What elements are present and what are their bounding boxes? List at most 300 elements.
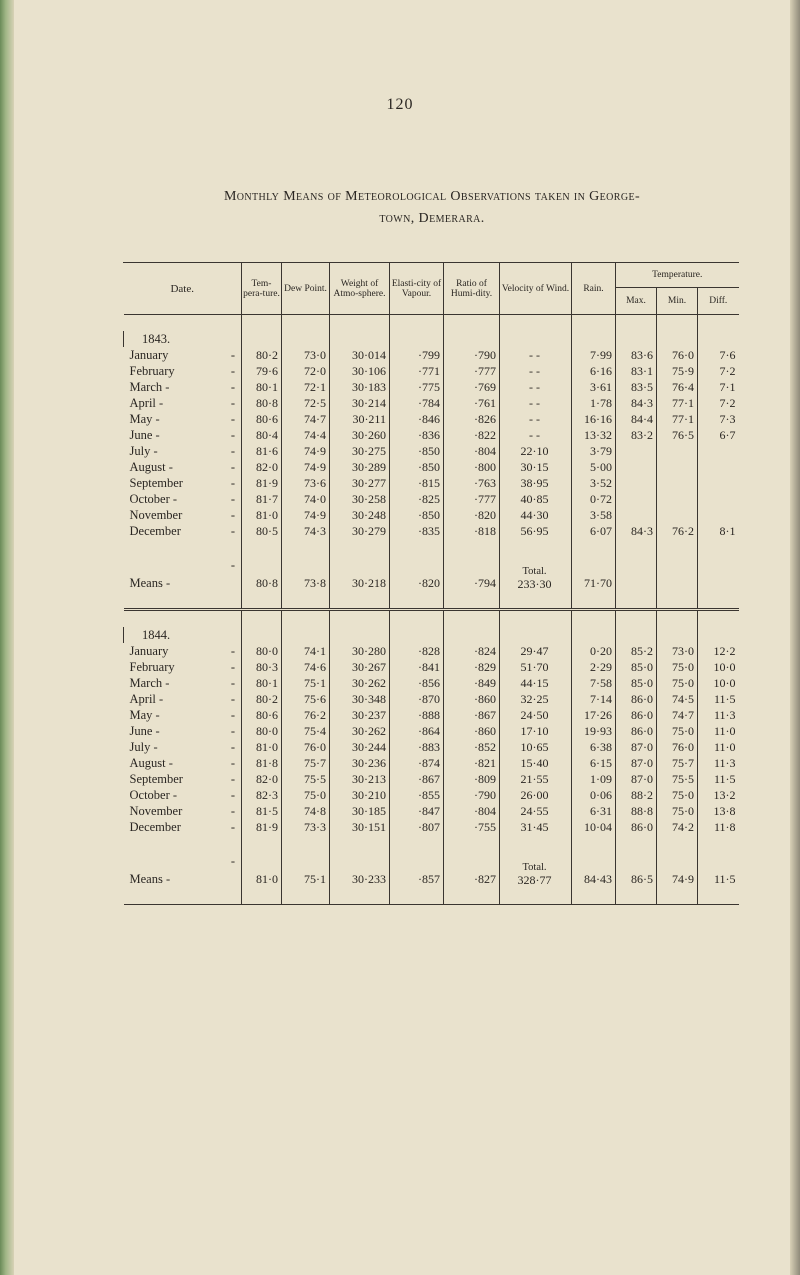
dew-cell: 74·9 xyxy=(282,443,330,459)
humid-cell: ·804 xyxy=(444,803,500,819)
month-cell xyxy=(124,491,242,507)
empty-cell xyxy=(124,610,242,628)
elast-cell: ·825 xyxy=(390,491,444,507)
empty-cell xyxy=(242,594,282,610)
elast-cell: ·815 xyxy=(390,475,444,491)
leader-dash: - xyxy=(230,476,235,490)
humid-cell: ·826 xyxy=(444,411,500,427)
means-row xyxy=(124,557,739,594)
header-dew-point: Dew Point. xyxy=(282,263,330,315)
empty-cell xyxy=(500,539,572,557)
velocity-cell: 32·25 xyxy=(500,691,572,707)
empty-cell xyxy=(282,890,330,905)
velocity-cell: 15·40 xyxy=(500,755,572,771)
leader-dash: - xyxy=(230,740,235,754)
month-label: July - xyxy=(129,740,158,754)
month-label: October - xyxy=(129,492,178,506)
dew-cell: 74·6 xyxy=(282,659,330,675)
means-weight-cell: 30·218 xyxy=(330,557,390,594)
max-cell: 87·0 xyxy=(616,771,657,787)
velocity-cell: 22·10 xyxy=(500,443,572,459)
table-row xyxy=(124,395,739,411)
spacer-row xyxy=(124,315,739,332)
weight-cell: 30·279 xyxy=(330,523,390,539)
empty-cell xyxy=(242,331,282,347)
min-cell xyxy=(657,491,698,507)
title-line-1: Monthly Means of Meteorological Observations taken in George- xyxy=(223,189,641,204)
title-line-2: town, Demerara. xyxy=(379,211,485,226)
means-diff-cell: 11·5 xyxy=(698,853,739,890)
temp-cell: 80·0 xyxy=(242,723,282,739)
diff-cell: 11·8 xyxy=(698,819,739,835)
empty-cell xyxy=(330,539,390,557)
dew-cell: 74·9 xyxy=(282,459,330,475)
leader-dash: - xyxy=(230,644,235,658)
month-cell xyxy=(124,379,242,395)
page-number: 120 xyxy=(386,96,414,113)
empty-cell xyxy=(390,610,444,628)
closing-row xyxy=(124,890,739,905)
month-cell xyxy=(124,507,242,523)
humid-cell: ·822 xyxy=(444,427,500,443)
weight-cell: 30·014 xyxy=(330,347,390,363)
leader-dash: - xyxy=(230,396,235,410)
weight-cell: 30·248 xyxy=(330,507,390,523)
month-cell xyxy=(124,739,242,755)
temp-cell: 80·6 xyxy=(242,707,282,723)
rain-cell: 6·07 xyxy=(572,523,616,539)
empty-cell xyxy=(500,610,572,628)
diff-cell: 7·2 xyxy=(698,363,739,379)
empty-cell xyxy=(330,610,390,628)
min-cell: 75·7 xyxy=(657,755,698,771)
elast-cell: ·856 xyxy=(390,675,444,691)
empty-cell xyxy=(124,890,242,905)
empty-cell xyxy=(657,835,698,853)
weight-cell: 30·267 xyxy=(330,659,390,675)
month-label: April - xyxy=(129,396,164,410)
max-cell xyxy=(616,491,657,507)
month-label: May - xyxy=(129,708,160,722)
temp-cell: 82·0 xyxy=(242,459,282,475)
rain-cell: 17·26 xyxy=(572,707,616,723)
rain-cell: 6·38 xyxy=(572,739,616,755)
leader-dash: - xyxy=(230,348,235,362)
rain-cell: 16·16 xyxy=(572,411,616,427)
table-row xyxy=(124,819,739,835)
weight-cell: 30·211 xyxy=(330,411,390,427)
empty-cell xyxy=(124,315,242,332)
empty-cell xyxy=(572,627,616,643)
diff-cell xyxy=(698,443,739,459)
header-elasticity: Elasti-city of Vapour. xyxy=(390,263,444,315)
diff-cell: 7·3 xyxy=(698,411,739,427)
empty-cell xyxy=(444,315,500,332)
empty-cell xyxy=(657,890,698,905)
humid-cell: ·763 xyxy=(444,475,500,491)
gap-row xyxy=(124,539,739,557)
humid-cell: ·790 xyxy=(444,347,500,363)
table-row xyxy=(124,803,739,819)
diff-cell: 12·2 xyxy=(698,643,739,659)
velocity-cell: 30·15 xyxy=(500,459,572,475)
separator-row xyxy=(124,594,739,610)
elast-cell: ·835 xyxy=(390,523,444,539)
velocity-cell: - - xyxy=(500,363,572,379)
empty-cell xyxy=(572,315,616,332)
empty-cell xyxy=(444,610,500,628)
leader-dash: - xyxy=(230,380,235,394)
humid-cell: ·829 xyxy=(444,659,500,675)
means-max-cell: 86·5 xyxy=(616,853,657,890)
month-label: September xyxy=(129,476,183,490)
table-row xyxy=(124,723,739,739)
month-cell xyxy=(124,691,242,707)
book-binding xyxy=(0,0,14,1275)
elast-cell: ·846 xyxy=(390,411,444,427)
empty-cell xyxy=(616,890,657,905)
empty-cell xyxy=(698,539,739,557)
table-row xyxy=(124,363,739,379)
means-min-cell xyxy=(657,557,698,594)
page-edge xyxy=(790,0,800,1275)
table-row xyxy=(124,771,739,787)
empty-cell xyxy=(282,539,330,557)
month-label: May - xyxy=(129,412,160,426)
elast-cell: ·874 xyxy=(390,755,444,771)
empty-cell xyxy=(444,890,500,905)
max-cell: 83·1 xyxy=(616,363,657,379)
min-cell xyxy=(657,507,698,523)
header-velocity: Velocity of Wind. xyxy=(500,263,572,315)
empty-cell xyxy=(572,539,616,557)
dew-cell: 75·0 xyxy=(282,787,330,803)
temp-cell: 80·5 xyxy=(242,523,282,539)
month-label: November xyxy=(129,508,183,522)
empty-cell xyxy=(698,594,739,610)
total-label: Total. xyxy=(522,862,547,873)
temp-cell: 80·1 xyxy=(242,379,282,395)
month-label: August - xyxy=(129,460,173,474)
empty-cell xyxy=(657,610,698,628)
empty-cell xyxy=(124,835,242,853)
weight-cell: 30·275 xyxy=(330,443,390,459)
leader-dash: - xyxy=(230,772,235,786)
rain-cell: 7·58 xyxy=(572,675,616,691)
leader-dash: - xyxy=(230,788,235,802)
means-dew-cell: 73·8 xyxy=(282,557,330,594)
means-velocity-cell xyxy=(500,557,572,594)
min-cell: 75·9 xyxy=(657,363,698,379)
means-diff-cell xyxy=(698,557,739,594)
velocity-cell: 26·00 xyxy=(500,787,572,803)
velocity-cell: - - xyxy=(500,347,572,363)
empty-cell xyxy=(282,315,330,332)
diff-cell: 11·0 xyxy=(698,739,739,755)
means-label: Means - xyxy=(129,576,171,590)
month-label: March - xyxy=(129,676,170,690)
empty-cell xyxy=(572,610,616,628)
diff-cell: 11·0 xyxy=(698,723,739,739)
temp-cell: 80·2 xyxy=(242,347,282,363)
month-label: June - xyxy=(129,724,160,738)
temp-cell: 80·2 xyxy=(242,691,282,707)
month-label: December xyxy=(129,820,181,834)
elast-cell: ·867 xyxy=(390,771,444,787)
month-label: January xyxy=(129,644,169,658)
empty-cell xyxy=(500,331,572,347)
temp-cell: 81·5 xyxy=(242,803,282,819)
table-row xyxy=(124,347,739,363)
elast-cell: ·864 xyxy=(390,723,444,739)
velocity-cell: - - xyxy=(500,379,572,395)
temp-cell: 81·0 xyxy=(242,507,282,523)
temp-cell: 81·9 xyxy=(242,475,282,491)
table-row xyxy=(124,459,739,475)
humid-cell: ·777 xyxy=(444,491,500,507)
max-cell: 85·0 xyxy=(616,675,657,691)
empty-cell xyxy=(390,539,444,557)
rain-cell: 0·06 xyxy=(572,787,616,803)
month-cell xyxy=(124,771,242,787)
total-value: 328·77 xyxy=(517,873,552,887)
year-row xyxy=(124,331,739,347)
empty-cell xyxy=(282,331,330,347)
velocity-cell: 24·55 xyxy=(500,803,572,819)
gap-row xyxy=(124,835,739,853)
table-row xyxy=(124,491,739,507)
elast-cell: ·771 xyxy=(390,363,444,379)
min-cell: 77·1 xyxy=(657,395,698,411)
month-cell xyxy=(124,363,242,379)
means-elast-cell: ·820 xyxy=(390,557,444,594)
rain-cell: 19·93 xyxy=(572,723,616,739)
empty-cell xyxy=(572,835,616,853)
weight-cell: 30·277 xyxy=(330,475,390,491)
month-label: February xyxy=(129,660,175,674)
empty-cell xyxy=(282,835,330,853)
min-cell: 76·0 xyxy=(657,347,698,363)
min-cell xyxy=(657,443,698,459)
spacer-row xyxy=(124,610,739,628)
total-label: Total. xyxy=(522,566,547,577)
rain-cell: 0·20 xyxy=(572,643,616,659)
empty-cell xyxy=(698,315,739,332)
temp-cell: 81·6 xyxy=(242,443,282,459)
month-label: September xyxy=(129,772,183,786)
dew-cell: 75·1 xyxy=(282,675,330,691)
leader-dash: - xyxy=(230,364,235,378)
diff-cell: 11·5 xyxy=(698,691,739,707)
elast-cell: ·888 xyxy=(390,707,444,723)
leader-dash: - xyxy=(230,524,235,538)
weight-cell: 30·262 xyxy=(330,723,390,739)
table-row xyxy=(124,507,739,523)
month-label: November xyxy=(129,804,183,818)
table-row xyxy=(124,755,739,771)
empty-cell xyxy=(330,315,390,332)
header-date: Date. xyxy=(124,263,242,315)
elast-cell: ·784 xyxy=(390,395,444,411)
empty-cell xyxy=(444,539,500,557)
means-cell xyxy=(124,557,242,594)
humid-cell: ·820 xyxy=(444,507,500,523)
velocity-cell: 44·30 xyxy=(500,507,572,523)
empty-cell xyxy=(390,315,444,332)
table-row xyxy=(124,739,739,755)
dew-cell: 75·4 xyxy=(282,723,330,739)
humid-cell: ·821 xyxy=(444,755,500,771)
weight-cell: 30·213 xyxy=(330,771,390,787)
total-value: 233·30 xyxy=(517,577,552,591)
elast-cell: ·855 xyxy=(390,787,444,803)
rain-cell: 3·61 xyxy=(572,379,616,395)
velocity-cell: 56·95 xyxy=(500,523,572,539)
weight-cell: 30·106 xyxy=(330,363,390,379)
leader-dash: - xyxy=(230,692,235,706)
elast-cell: ·841 xyxy=(390,659,444,675)
table-body xyxy=(124,315,739,905)
dew-cell: 74·8 xyxy=(282,803,330,819)
empty-cell xyxy=(242,315,282,332)
velocity-cell: 17·10 xyxy=(500,723,572,739)
leader-dash: - xyxy=(230,854,235,868)
table-row xyxy=(124,691,739,707)
weight-cell: 30·262 xyxy=(330,675,390,691)
weight-cell: 30·289 xyxy=(330,459,390,475)
means-row xyxy=(124,853,739,890)
empty-cell xyxy=(698,331,739,347)
empty-cell xyxy=(657,594,698,610)
empty-cell xyxy=(698,627,739,643)
leader-dash: - xyxy=(230,412,235,426)
diff-cell: 8·1 xyxy=(698,523,739,539)
table-row xyxy=(124,443,739,459)
header-rain: Rain. xyxy=(572,263,616,315)
max-cell: 87·0 xyxy=(616,739,657,755)
month-cell xyxy=(124,643,242,659)
table-row xyxy=(124,675,739,691)
leader-dash: - xyxy=(230,676,235,690)
page-title xyxy=(112,186,752,230)
max-cell: 85·2 xyxy=(616,643,657,659)
velocity-cell: 31·45 xyxy=(500,819,572,835)
month-cell xyxy=(124,459,242,475)
header-temperature: Tem-pera-ture. xyxy=(242,263,282,315)
month-label: August - xyxy=(129,756,173,770)
humid-cell: ·860 xyxy=(444,723,500,739)
empty-cell xyxy=(124,539,242,557)
diff-cell: 13·8 xyxy=(698,803,739,819)
month-cell xyxy=(124,523,242,539)
month-cell xyxy=(124,659,242,675)
weight-cell: 30·236 xyxy=(330,755,390,771)
elast-cell: ·799 xyxy=(390,347,444,363)
month-cell xyxy=(124,411,242,427)
dew-cell: 72·1 xyxy=(282,379,330,395)
dew-cell: 74·7 xyxy=(282,411,330,427)
diff-cell: 13·2 xyxy=(698,787,739,803)
velocity-cell: 21·55 xyxy=(500,771,572,787)
header-min: Min. xyxy=(657,288,698,315)
min-cell: 75·0 xyxy=(657,675,698,691)
humid-cell: ·790 xyxy=(444,787,500,803)
rain-cell: 13·32 xyxy=(572,427,616,443)
velocity-cell: 29·47 xyxy=(500,643,572,659)
leader-dash: - xyxy=(230,444,235,458)
max-cell: 86·0 xyxy=(616,707,657,723)
max-cell: 83·5 xyxy=(616,379,657,395)
max-cell xyxy=(616,459,657,475)
table-row xyxy=(124,707,739,723)
diff-cell xyxy=(698,459,739,475)
max-cell: 88·2 xyxy=(616,787,657,803)
means-min-cell: 74·9 xyxy=(657,853,698,890)
temp-cell: 80·4 xyxy=(242,427,282,443)
empty-cell xyxy=(444,594,500,610)
means-temp-cell: 80·8 xyxy=(242,557,282,594)
leader-dash: - xyxy=(230,460,235,474)
empty-cell xyxy=(242,835,282,853)
table-row xyxy=(124,411,739,427)
dew-cell: 76·0 xyxy=(282,739,330,755)
min-cell xyxy=(657,459,698,475)
diff-cell: 7·2 xyxy=(698,395,739,411)
max-cell: 85·0 xyxy=(616,659,657,675)
max-cell: 86·0 xyxy=(616,723,657,739)
weight-cell: 30·183 xyxy=(330,379,390,395)
elast-cell: ·775 xyxy=(390,379,444,395)
rain-cell: 10·04 xyxy=(572,819,616,835)
leader-dash: - xyxy=(230,492,235,506)
empty-cell xyxy=(390,835,444,853)
humid-cell: ·849 xyxy=(444,675,500,691)
empty-cell xyxy=(572,890,616,905)
empty-cell xyxy=(444,627,500,643)
month-label: April - xyxy=(129,692,164,706)
min-cell: 75·5 xyxy=(657,771,698,787)
month-cell xyxy=(124,819,242,835)
dew-cell: 73·6 xyxy=(282,475,330,491)
weight-cell: 30·151 xyxy=(330,819,390,835)
empty-cell xyxy=(616,331,657,347)
means-label: Means - xyxy=(129,872,171,886)
velocity-cell: 38·95 xyxy=(500,475,572,491)
temp-cell: 80·0 xyxy=(242,643,282,659)
velocity-cell: 51·70 xyxy=(500,659,572,675)
weight-cell: 30·244 xyxy=(330,739,390,755)
velocity-cell: 40·85 xyxy=(500,491,572,507)
weight-cell: 30·237 xyxy=(330,707,390,723)
leader-dash: - xyxy=(230,756,235,770)
min-cell: 76·5 xyxy=(657,427,698,443)
rain-cell: 5·00 xyxy=(572,459,616,475)
elast-cell: ·807 xyxy=(390,819,444,835)
max-cell: 84·4 xyxy=(616,411,657,427)
empty-cell xyxy=(500,315,572,332)
temp-cell: 80·1 xyxy=(242,675,282,691)
table-row xyxy=(124,379,739,395)
weight-cell: 30·260 xyxy=(330,427,390,443)
dew-cell: 75·7 xyxy=(282,755,330,771)
month-label: February xyxy=(129,364,175,378)
empty-cell xyxy=(500,890,572,905)
empty-cell xyxy=(330,890,390,905)
temp-cell: 79·6 xyxy=(242,363,282,379)
empty-cell xyxy=(330,331,390,347)
temp-cell: 80·3 xyxy=(242,659,282,675)
max-cell xyxy=(616,443,657,459)
